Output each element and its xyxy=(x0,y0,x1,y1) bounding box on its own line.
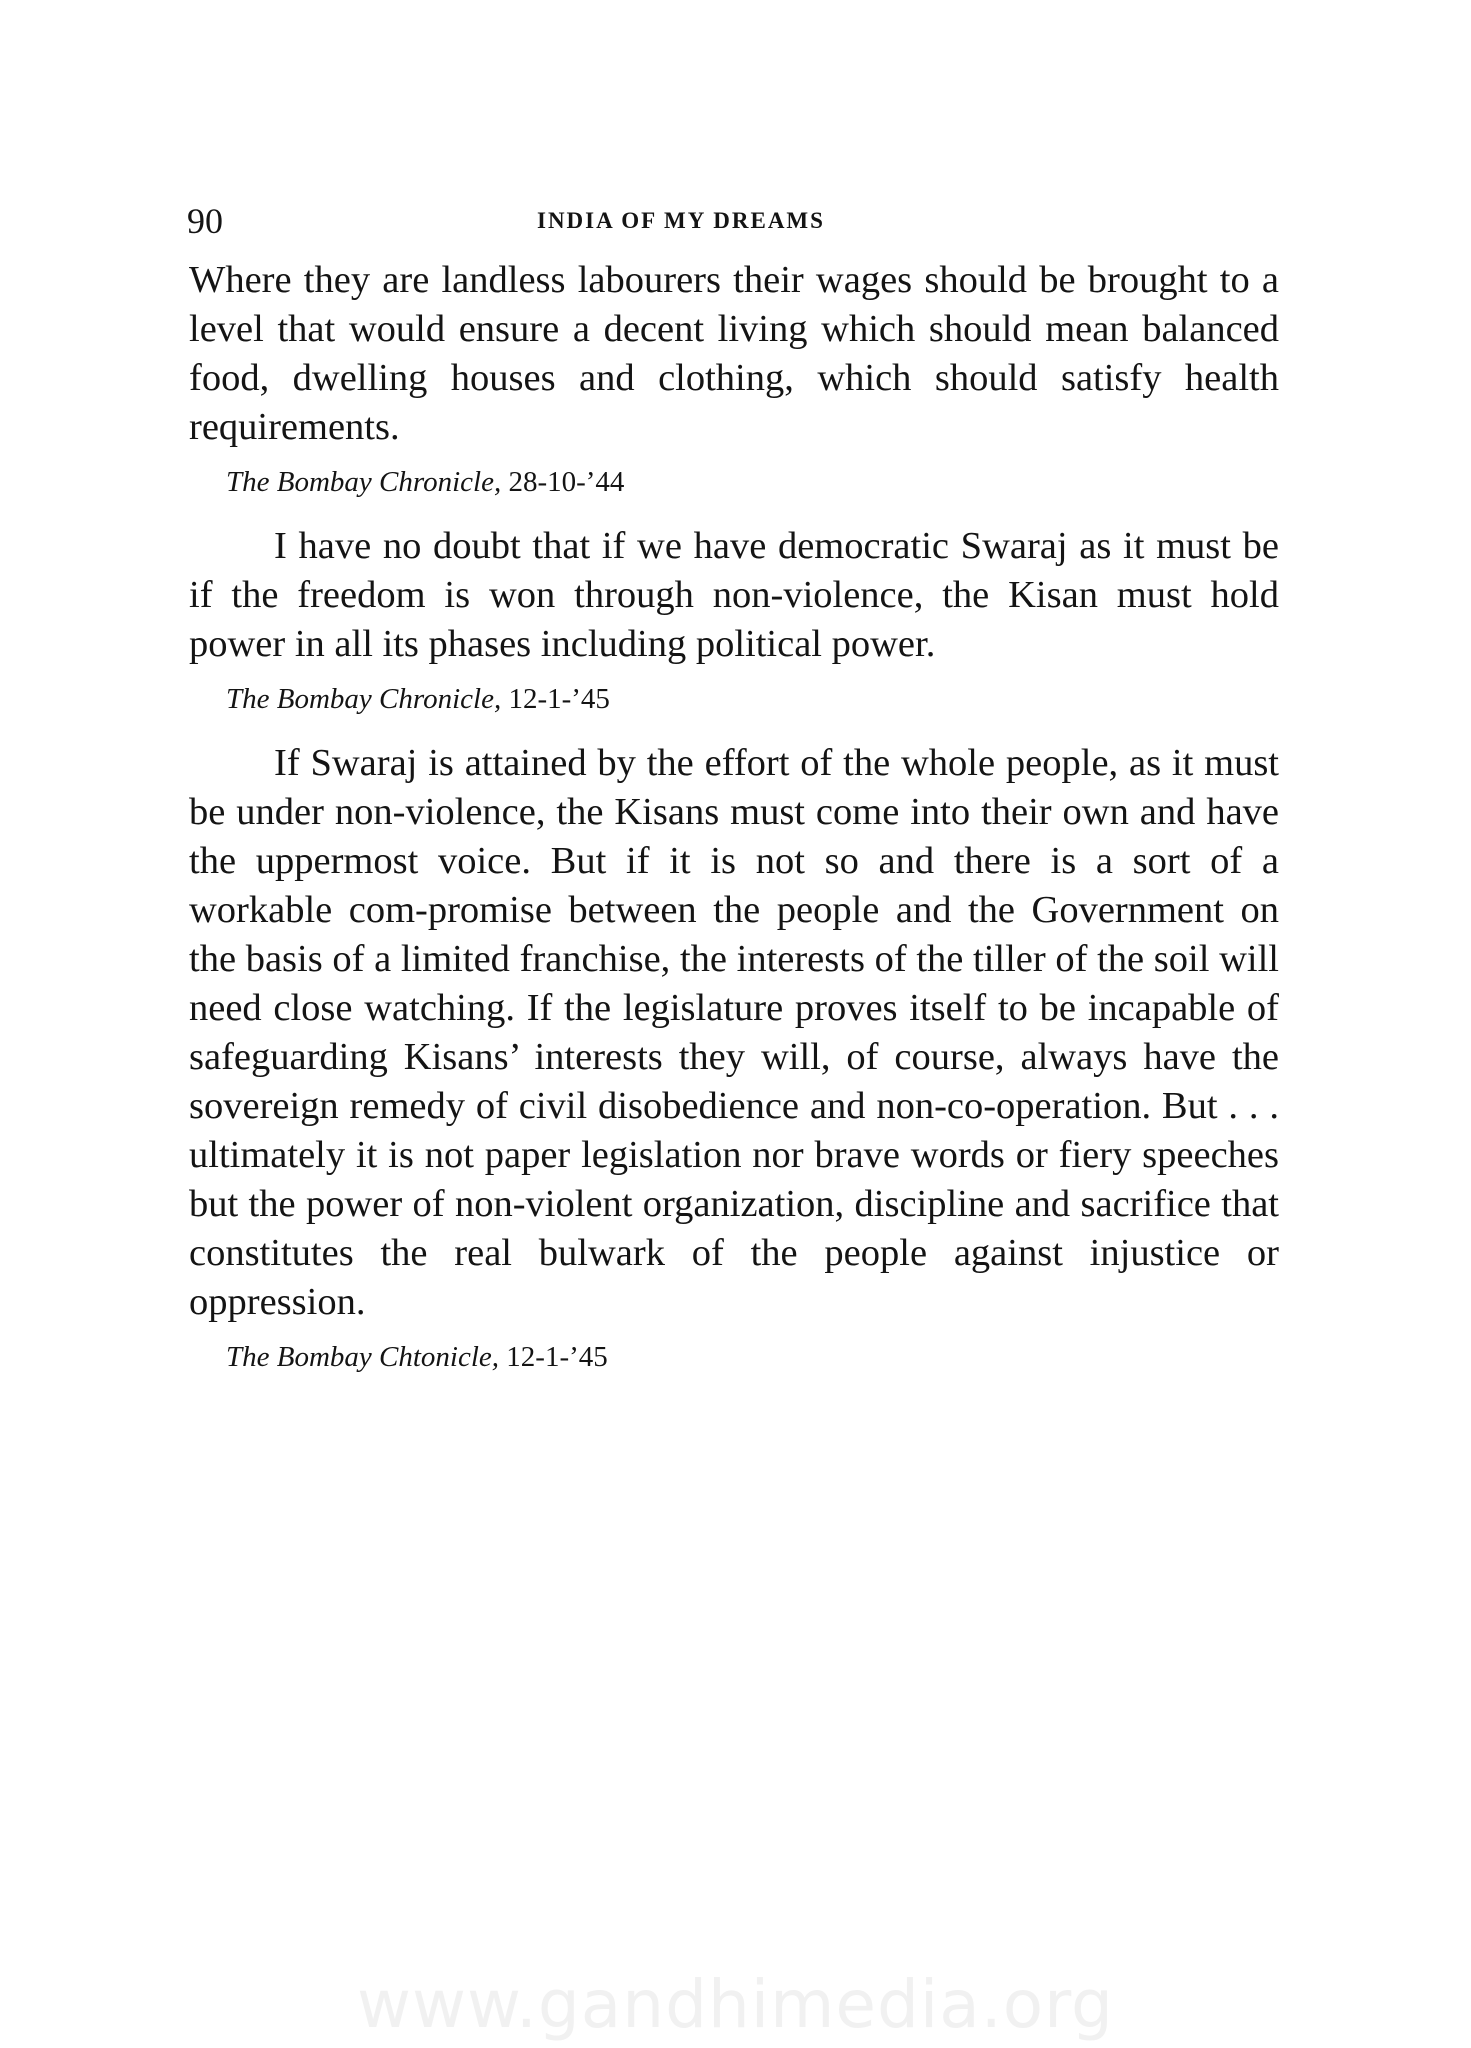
passage-3-date: 12-1-’45 xyxy=(506,1341,608,1373)
passage-1-source xyxy=(226,462,1279,502)
passage-2-text: I have no doubt that if we have democratic Swaraj as it must be if the freedom is won through non-violence, the Kisan must hold power in all its phases including political power. xyxy=(189,525,1279,665)
passage-3-source xyxy=(226,1337,1279,1377)
passage-2-publication: The Bombay Chronicle, xyxy=(226,683,502,715)
passage-1-text: Where they are landless labourers their wages should be brought to a level that would ensure a decent living which should mean balanced food, dwelling houses and clothing, which should satisfy health requirements. xyxy=(189,259,1279,448)
passage-3-publication: The Bombay Chtonicle, xyxy=(226,1341,500,1373)
page-body xyxy=(189,256,1279,1397)
page-header xyxy=(187,196,1277,246)
passage-1-publication: The Bombay Chronicle, xyxy=(226,466,502,498)
passage-3-text: If Swaraj is attained by the effort of the whole people, as it must be under non-violence, the Kisans must come into their own and have the uppermost voice. But if it is not so and there is a sort of a workable com-promise between the people and the Government on the basis of a limited franchise, the interests of the tiller of the soil will need close watching. If the legislature proves itself to be incapable of safeguarding Kisans’ interests they will, of course, always have the sovereign remedy of civil disobedience and non-co-operation. But . . . ultimately it is not paper legislation nor brave words or fiery speeches but the power of non-violent organization, discipline and sacrifice that constitutes the real bulwark of the people against injustice or oppression. xyxy=(189,742,1279,1323)
passage-2-date: 12-1-’45 xyxy=(508,683,610,715)
website-watermark: www.gandhimedia.org xyxy=(357,1966,1114,2043)
passage-1-date: 28-10-’44 xyxy=(508,466,625,498)
passage-2-source xyxy=(226,679,1279,719)
page-number: 90 xyxy=(187,201,223,241)
running-title: INDIA OF MY DREAMS xyxy=(537,208,825,233)
